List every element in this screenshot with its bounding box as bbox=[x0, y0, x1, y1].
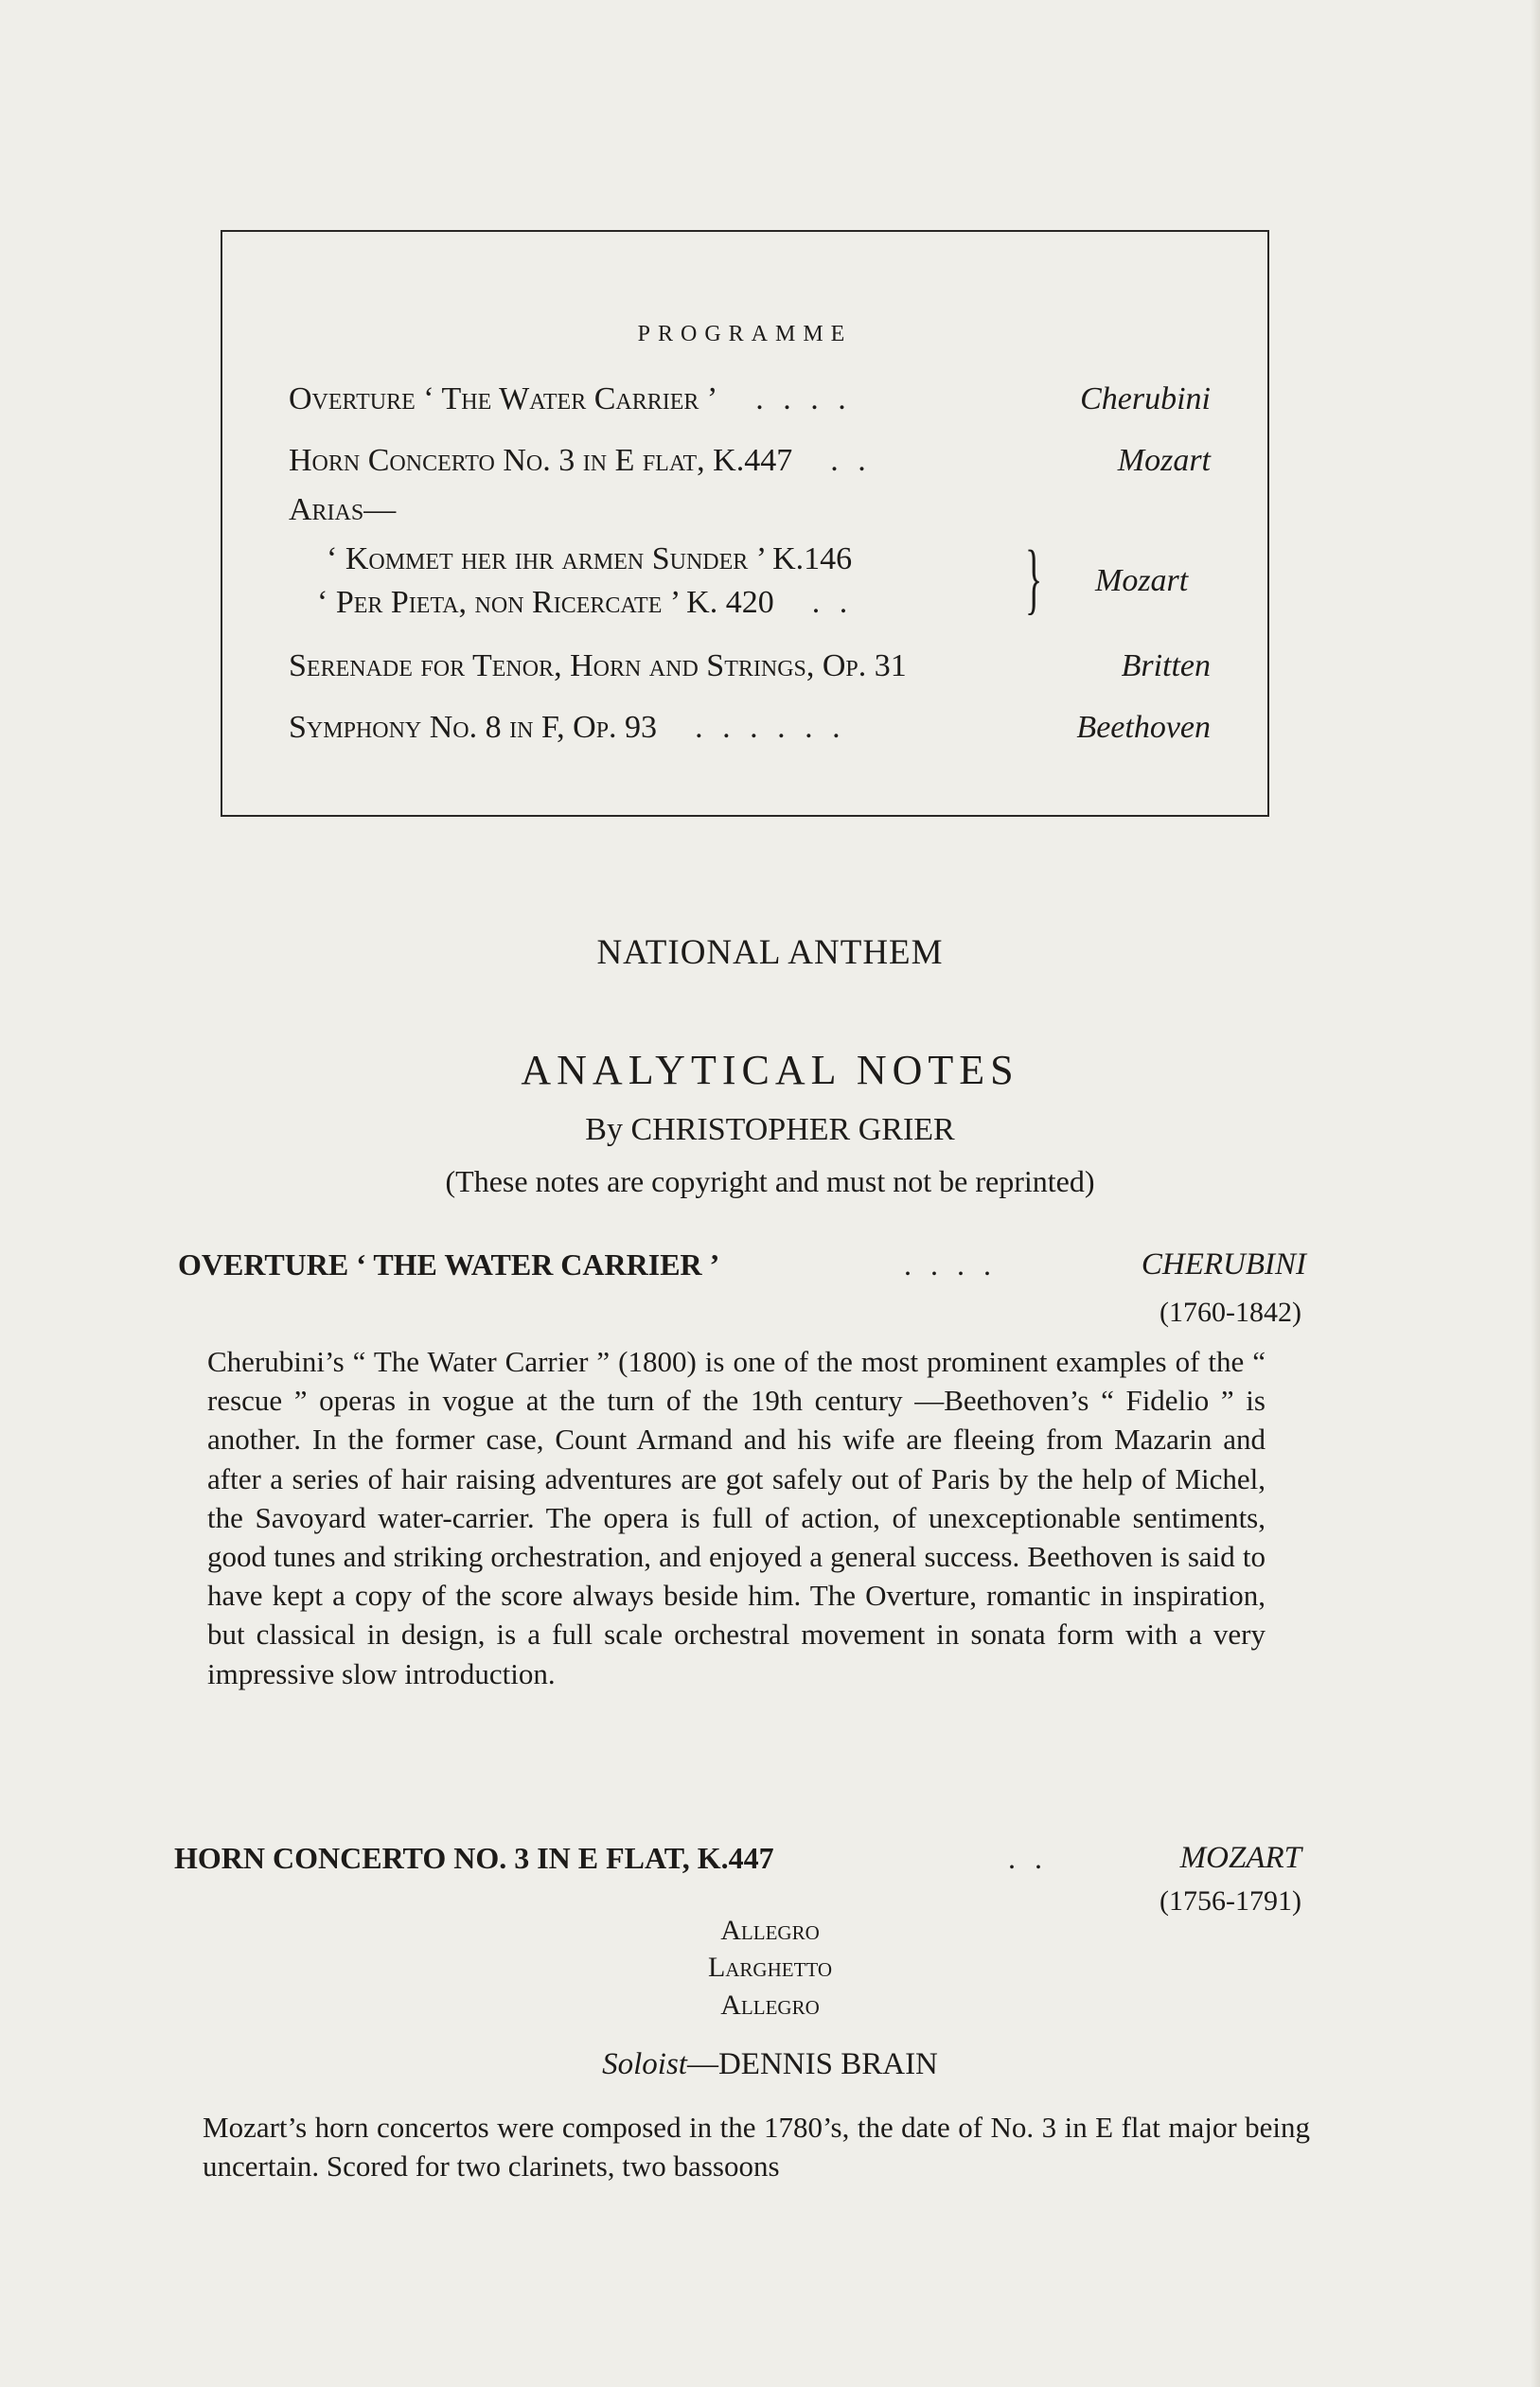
section-composer: MOZART bbox=[1179, 1841, 1301, 1875]
programme-work: Overture ‘ The Water Carrier ’ bbox=[289, 381, 718, 416]
programme-composer: Mozart bbox=[1117, 443, 1211, 478]
section-title-horn-concerto: HORN CONCERTO NO. 3 IN E FLAT, K.447 bbox=[174, 1841, 774, 1875]
section-title-overture: OVERTURE ‘ THE WATER CARRIER ’ bbox=[178, 1247, 720, 1282]
programme-dots: . . . . . . bbox=[695, 710, 846, 745]
programme-work: ‘ Kommet her ihr armen Sunder ’ K.146 bbox=[327, 541, 853, 576]
movement-third: Allegro bbox=[720, 1989, 820, 2021]
programme-work: Symphony No. 8 in F, Op. 93 bbox=[289, 710, 658, 745]
section-dates: (1760-1842) bbox=[1159, 1297, 1301, 1328]
programme-work: ‘ Per Pieta, non Ricercate ’ K. 420 bbox=[317, 585, 774, 620]
movement-second: Larghetto bbox=[707, 1952, 833, 1983]
movement-first: Allegro bbox=[720, 1915, 820, 1946]
programme-work: Serenade for Tenor, Horn and Strings, Op. 31 bbox=[289, 648, 907, 683]
programme-heading: PROGRAMME bbox=[637, 322, 853, 346]
aria-composer: Mozart bbox=[1095, 563, 1189, 598]
section-dates: (1756-1791) bbox=[1159, 1885, 1301, 1917]
copyright-note: (These notes are copyright and must not be reprinted) bbox=[445, 1164, 1095, 1198]
soloist-line bbox=[0, 2047, 1540, 2082]
programme-composer: Cherubini bbox=[1080, 381, 1211, 416]
notes-title: ANALYTICAL NOTES bbox=[521, 1047, 1019, 1093]
programme-item-aria-kommet bbox=[327, 541, 852, 577]
soloist-label: Soloist bbox=[602, 2047, 687, 2081]
programme-composer: Beethoven bbox=[1076, 710, 1211, 745]
programme-dots: . . bbox=[830, 443, 872, 478]
programme-item-horn-concerto bbox=[289, 443, 1211, 479]
overture-paragraph: Cherubini’s “ The Water Carrier ” (1800) is one of the most prominent examples of the “ rescue ” operas in vogue at the turn of the 19th century —Beethoven’s “ Fidelio ” is another. In the former case, Count Armand and his wife are fleeing from Mazarin and after a series of hair raising adventures are got safely out of Paris by the help of Michel, the Savoyard water-carrier. The opera is full of action, of unexceptionable sentiments, good tunes and striking orchestration, and enjoyed a general success. Beethoven is said to have kept a copy of the score always beside him. The Overture, romantic in inspiration, but classical in design, is a full scale orchestral movement in sonata form with a very impressive slow introduction. bbox=[207, 1345, 1266, 1690]
section-dots: . . bbox=[1008, 1841, 1048, 1875]
section-dots: . . . . bbox=[904, 1247, 997, 1282]
programme-work: Arias— bbox=[289, 492, 397, 527]
horn-concerto-paragraph: Mozart’s horn concertos were composed in the 1780’s, the date of No. 3 in E flat major being uncertain. Scored for two clarinets, two bassoons bbox=[203, 2111, 1310, 2184]
programme-composer: Britten bbox=[1121, 648, 1211, 683]
programme-item-arias bbox=[289, 492, 1211, 528]
programme-item-symphony bbox=[289, 710, 1211, 746]
programme-item-overture bbox=[289, 381, 1211, 417]
programme-dots: . . bbox=[811, 585, 854, 620]
section-composer: CHERUBINI bbox=[1141, 1247, 1306, 1282]
programme-work: Horn Concerto No. 3 in E flat, K.447 bbox=[289, 443, 793, 478]
aria-brace: } bbox=[1025, 535, 1043, 623]
programme-item-aria-per-pieta bbox=[317, 585, 853, 621]
programme-dots: . . . . bbox=[755, 381, 852, 416]
programme-item-serenade bbox=[289, 648, 1211, 684]
soloist-name: —DENNIS BRAIN bbox=[686, 2047, 938, 2081]
programme-box bbox=[221, 230, 1269, 817]
notes-byline: By CHRISTOPHER GRIER bbox=[585, 1112, 955, 1147]
national-anthem: NATIONAL ANTHEM bbox=[596, 933, 944, 972]
